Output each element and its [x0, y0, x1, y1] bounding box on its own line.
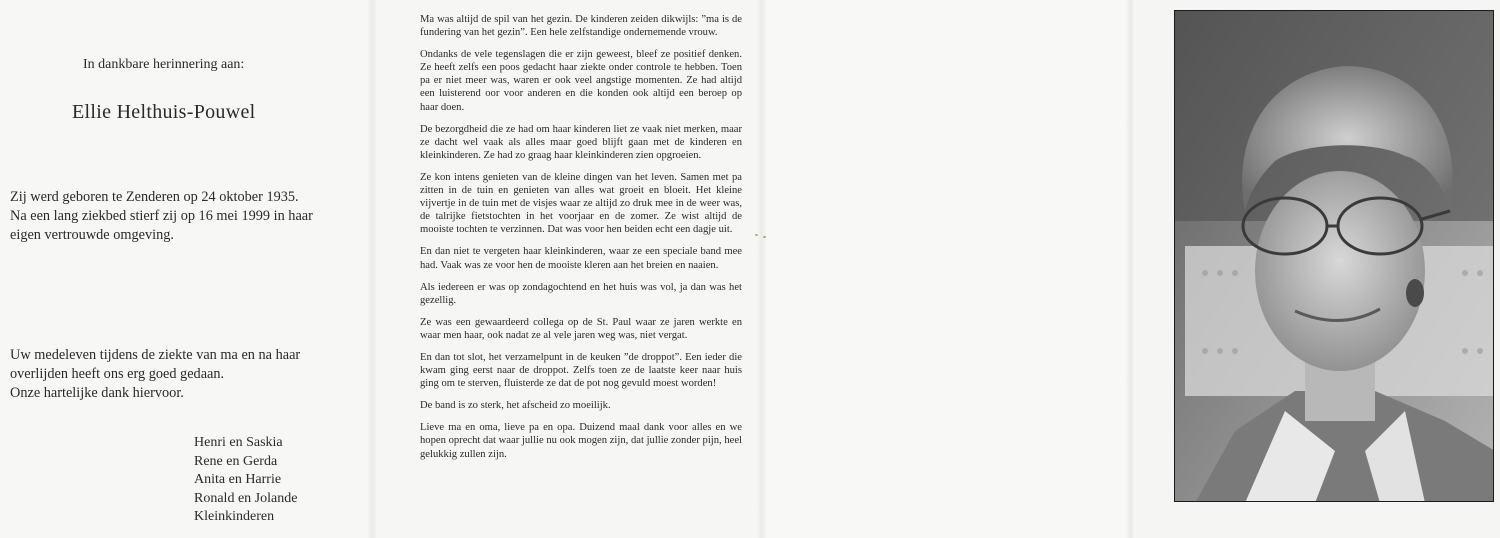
birth-line: Zij werd geboren te Zenderen op 24 oktober 1935.: [10, 189, 299, 205]
fold-line: [1125, 0, 1135, 538]
intro-text: In dankbare herinnering aan:: [83, 57, 245, 72]
portrait-photo: [1174, 10, 1494, 502]
signer: Ronald en Jolande: [194, 490, 298, 506]
paragraph: Lieve ma en oma, lieve pa en opa. Duizend maal dank voor alles en we hopen oprecht dat waar jullie nu ook mogen zijn, dat jullie zonder pijn, heel gelukkig zullen zijn.: [420, 422, 742, 460]
fold-line: [367, 0, 377, 538]
paragraph: De bezorgdheid die ze had om haar kinderen liet ze vaak niet merken, maar ze dacht wel vaak als alles maar goed blijft gaan met de kinderen en kleinkinderen. Ze had zo graag haar kleinkinderen zien opgroeien.: [420, 123, 742, 161]
thanks-line: Onze hartelijke dank hiervoor.: [10, 385, 184, 401]
paragraph: Ondanks de vele tegenslagen die er zijn geweest, bleef ze positief denken. Ze heeft zelfs een poos gedacht haar ziekte onder controle te hebben. Toen pa er niet meer was, waren er ook veel angstige momenten. Ze had altijd een luisterend oor voor anderen en die konden ook altijd een beroep op haar doen.: [420, 49, 742, 113]
birth-death-text: [10, 188, 360, 245]
signer: Kleinkinderen: [194, 509, 275, 524]
signer: Rene en Gerda: [194, 453, 278, 469]
paragraph: Als iedereen er was op zondagochtend en het huis was vol, ja dan was het gezellig.: [420, 281, 742, 306]
memorial-text: [420, 13, 742, 470]
thanks-line: Uw medeleven tijdens de ziekte van ma en na haar: [10, 347, 301, 363]
fold-line: [757, 0, 767, 538]
paragraph: Ze was een gewaardeerd collega op de St. Paul waar ze jaren werkte en waar men haar, ook nadat ze al vele jaren weg was, niet vergat.: [420, 316, 742, 341]
signer: Henri en Saskia: [194, 435, 283, 450]
thanks-line: overlijden heeft ons erg goed gedaan.: [10, 366, 225, 382]
signer: Anita en Harrie: [194, 472, 282, 487]
paragraph: En dan tot slot, het verzamelpunt in de keuken ”de droppot”. Een ieder die kwam ging eerst naar de droppot. Zelfs toen ze de laatste keer naar huis ging om te sterven, fluisterde ze dat de pot nog gevuld moest worden!: [420, 351, 742, 390]
thanks-text: [10, 346, 360, 403]
paragraph: Ze kon intens genieten van de kleine dingen van het leven. Samen met pa zitten in de tuin en genieten van alles wat groeit en bloeit. Het kleine vijvertje in de tuin met de visjes waar ze altijd zo druk mee in de weer was, de talrijke fietstochten in het voorjaar en de zomer. Ze wist altijd de mooiste tochten te verzinnen. Dat was voor hen beiden echt een dagje uit.: [420, 171, 742, 236]
paragraph: Ma was altijd de spil van het gezin. De kinderen zeiden dikwijls: ”ma is de fundering van het gezin”. Een hele zelfstandige ondernemende vrouw.: [420, 14, 742, 39]
blank-panel: [762, 0, 1130, 538]
birth-line: eigen vertrouwde omgeving.: [10, 227, 174, 243]
paragraph: De band is zo sterk, het afscheid zo moeilijk.: [420, 400, 611, 412]
birth-line: Na een lang ziekbed stierf zij op 16 mei 1999 in haar: [10, 208, 313, 224]
signers-list: [194, 434, 297, 527]
paragraph: En dan niet te vergeten haar kleinkinderen, waar ze een speciale band mee had. Vaak was ze voor hen de mooiste kleren aan het breien en naaien.: [420, 246, 742, 271]
left-panel: [0, 0, 372, 538]
portrait-image: [1175, 11, 1494, 502]
deceased-name: Ellie Helthuis-Pouwel: [72, 101, 256, 123]
